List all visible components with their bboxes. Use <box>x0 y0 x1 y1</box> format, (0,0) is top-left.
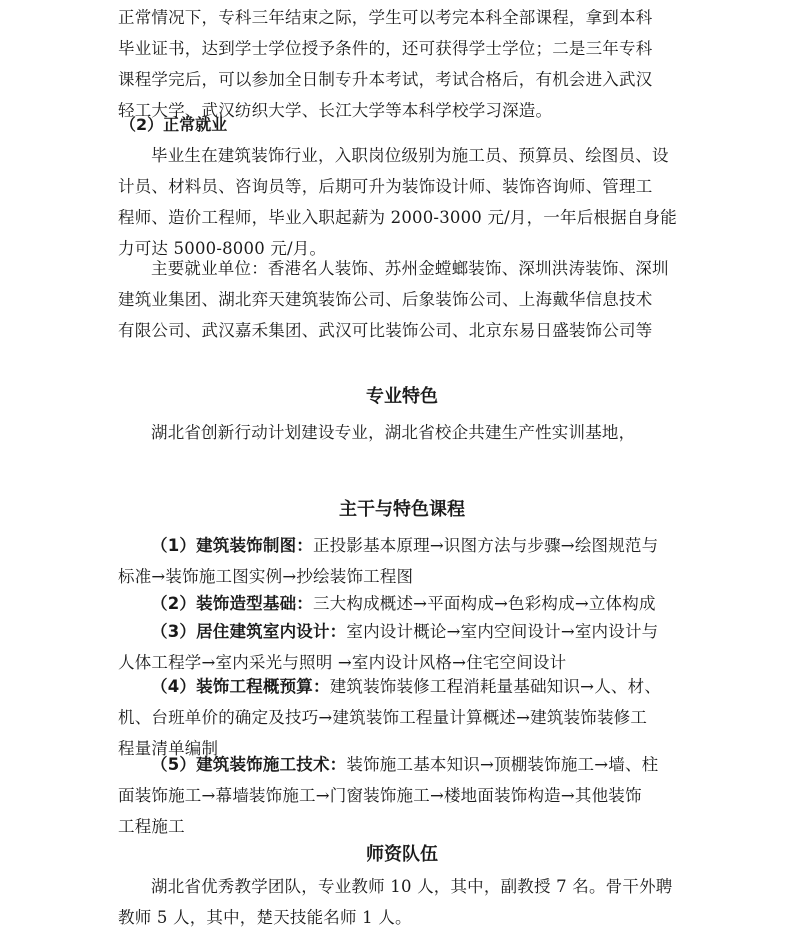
text-line: 建筑业集团、湖北弈天建筑装饰公司、后象装饰公司、上海戴华信息技术 <box>118 290 653 309</box>
course-label: （4）装饰工程概预算： <box>151 677 330 696</box>
employment-paragraph <box>118 140 686 264</box>
text-line: 毕业证书，达到学士学位授予条件的，还可获得学士学位；二是三年专科 <box>118 39 653 58</box>
course-text: 人体工程学→室内采光与照明 →室内设计风格→住宅空间设计 <box>118 653 567 672</box>
text-line: 湖北省优秀教学团队，专业教师 10 人，其中，副教授 7 名。骨干外聘 <box>151 877 673 896</box>
text-line: 力可达 5000-8000 元/月。 <box>118 239 327 258</box>
faculty-paragraph <box>118 871 686 933</box>
course-text: 建筑装饰装修工程消耗量基础知识→人、材、 <box>329 677 662 696</box>
subheading-text: （2）正常就业 <box>120 115 228 134</box>
text-line: 有限公司、武汉嘉禾集团、武汉可比装饰公司、北京东易日盛装饰公司等 <box>118 321 653 340</box>
course-item <box>118 530 686 592</box>
course-text: 工程施工 <box>118 817 185 836</box>
course-item <box>118 616 686 678</box>
course-text: 正投影基本原理→识图方法与步骤→绘图规范与 <box>312 536 659 555</box>
section-title-faculty: 师资队伍 <box>366 844 438 865</box>
course-text: 机、台班单价的确定及技巧→建筑装饰工程量计算概述→建筑装饰装修工 <box>118 708 648 727</box>
text-line: 正常情况下，专科三年结束之际，学生可以考完本科全部课程，拿到本科 <box>118 8 653 27</box>
course-text: 面装饰施工→幕墙装饰施工→门窗装饰施工→楼地面装饰构造→其他装饰 <box>118 786 642 805</box>
course-text: 三大构成概述→平面构成→色彩构成→立体构成 <box>312 594 656 613</box>
employment-heading <box>120 112 688 135</box>
course-text: 程量清单编制 <box>118 739 219 758</box>
course-text: 装饰施工基本知识→顶棚装饰施工→墙、柱 <box>346 755 659 774</box>
text-line: 轻工大学、武汉纺织大学、长江大学等本科学校学习深造。 <box>118 101 553 120</box>
text-line: 课程学完后，可以参加全日制专升本考试，考试合格后，有机会进入武汉 <box>118 70 653 89</box>
employers-paragraph <box>118 253 686 346</box>
course-label: （5）建筑装饰施工技术： <box>151 755 347 774</box>
course-text: 室内设计概论→室内空间设计→室内设计与 <box>346 622 659 641</box>
course-item <box>118 588 686 619</box>
text-line: 教师 5 人，其中，楚天技能名师 1 人。 <box>118 908 412 927</box>
text-line: 计员、材料员、咨询员等，后期可升为装饰设计师、装饰咨询师、管理工 <box>118 177 653 196</box>
text-line: 湖北省创新行动计划建设专业，湖北省校企共建生产性实训基地， <box>151 423 636 442</box>
intro-paragraph <box>118 2 686 126</box>
course-item <box>118 749 686 842</box>
text-line: 毕业生在建筑装饰行业，入职岗位级别为施工员、预算员、绘图员、设 <box>151 146 669 165</box>
course-text: 标准→装饰施工图实例→抄绘装饰工程图 <box>118 567 414 586</box>
course-label: （2）装饰造型基础： <box>151 594 313 613</box>
course-label: （1）建筑装饰制图： <box>151 536 313 555</box>
section-title-features: 专业特色 <box>366 386 438 407</box>
text-line: 主要就业单位：香港名人装饰、苏州金螳螂装饰、深圳洪涛装饰、深圳 <box>151 259 669 278</box>
text-line: 程师、造价工程师，毕业入职起薪为 2000-3000 元/月，一年后根据自身能 <box>118 208 677 227</box>
course-label: （3）居住建筑室内设计： <box>151 622 347 641</box>
section-title-courses: 主干与特色课程 <box>339 499 465 520</box>
features-paragraph <box>118 417 686 448</box>
